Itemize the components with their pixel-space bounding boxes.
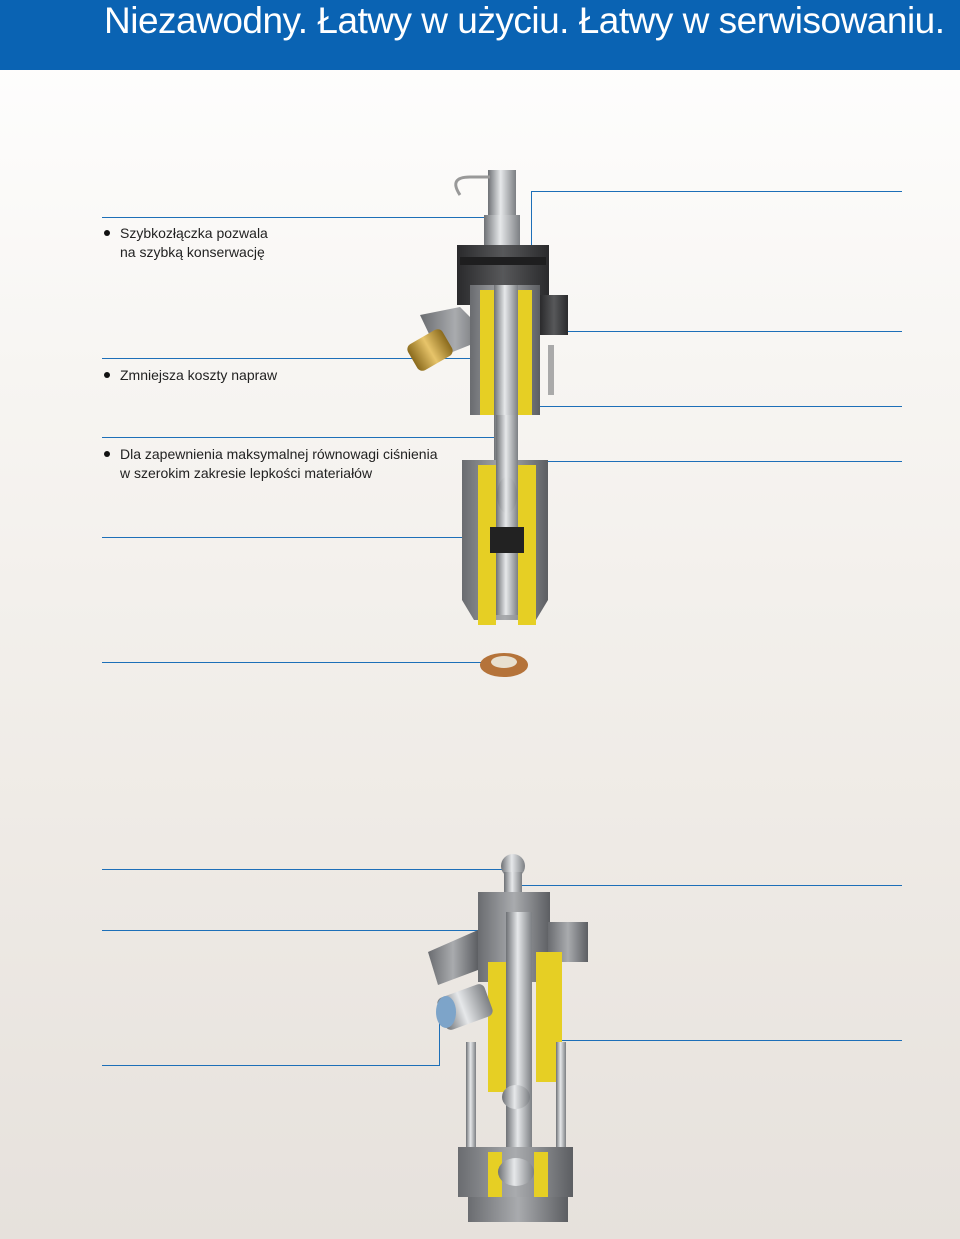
- leader-line: [560, 1040, 902, 1041]
- leader-line: [540, 406, 902, 407]
- pump-upper-cutaway-illustration: [400, 165, 580, 690]
- bullet-icon: [104, 451, 110, 457]
- pump-lower-cutaway-illustration: [418, 852, 608, 1227]
- callout-pressure-balance: [120, 445, 438, 483]
- bullet-icon: [104, 230, 110, 236]
- callout-line: Dla zapewnienia maksymalnej równowagi ciśnienia: [120, 446, 438, 462]
- callout-line: na szybką konserwację: [120, 244, 265, 260]
- leader-line: [102, 1065, 440, 1066]
- callout-repair-costs: [120, 366, 277, 385]
- callout-quick-coupler: [120, 224, 268, 262]
- page-title: Niezawodny. Łatwy w użyciu. Łatwy w serwisowaniu.: [104, 0, 945, 41]
- leader-line: [531, 191, 902, 192]
- callout-line: w szerokim zakresie lepkości materiałów: [120, 465, 373, 481]
- callout-line: Zmniejsza koszty napraw: [120, 367, 278, 383]
- callout-line: Szybkozłączka pozwala: [120, 225, 268, 241]
- bullet-icon: [104, 372, 110, 378]
- header-banner: [0, 0, 960, 70]
